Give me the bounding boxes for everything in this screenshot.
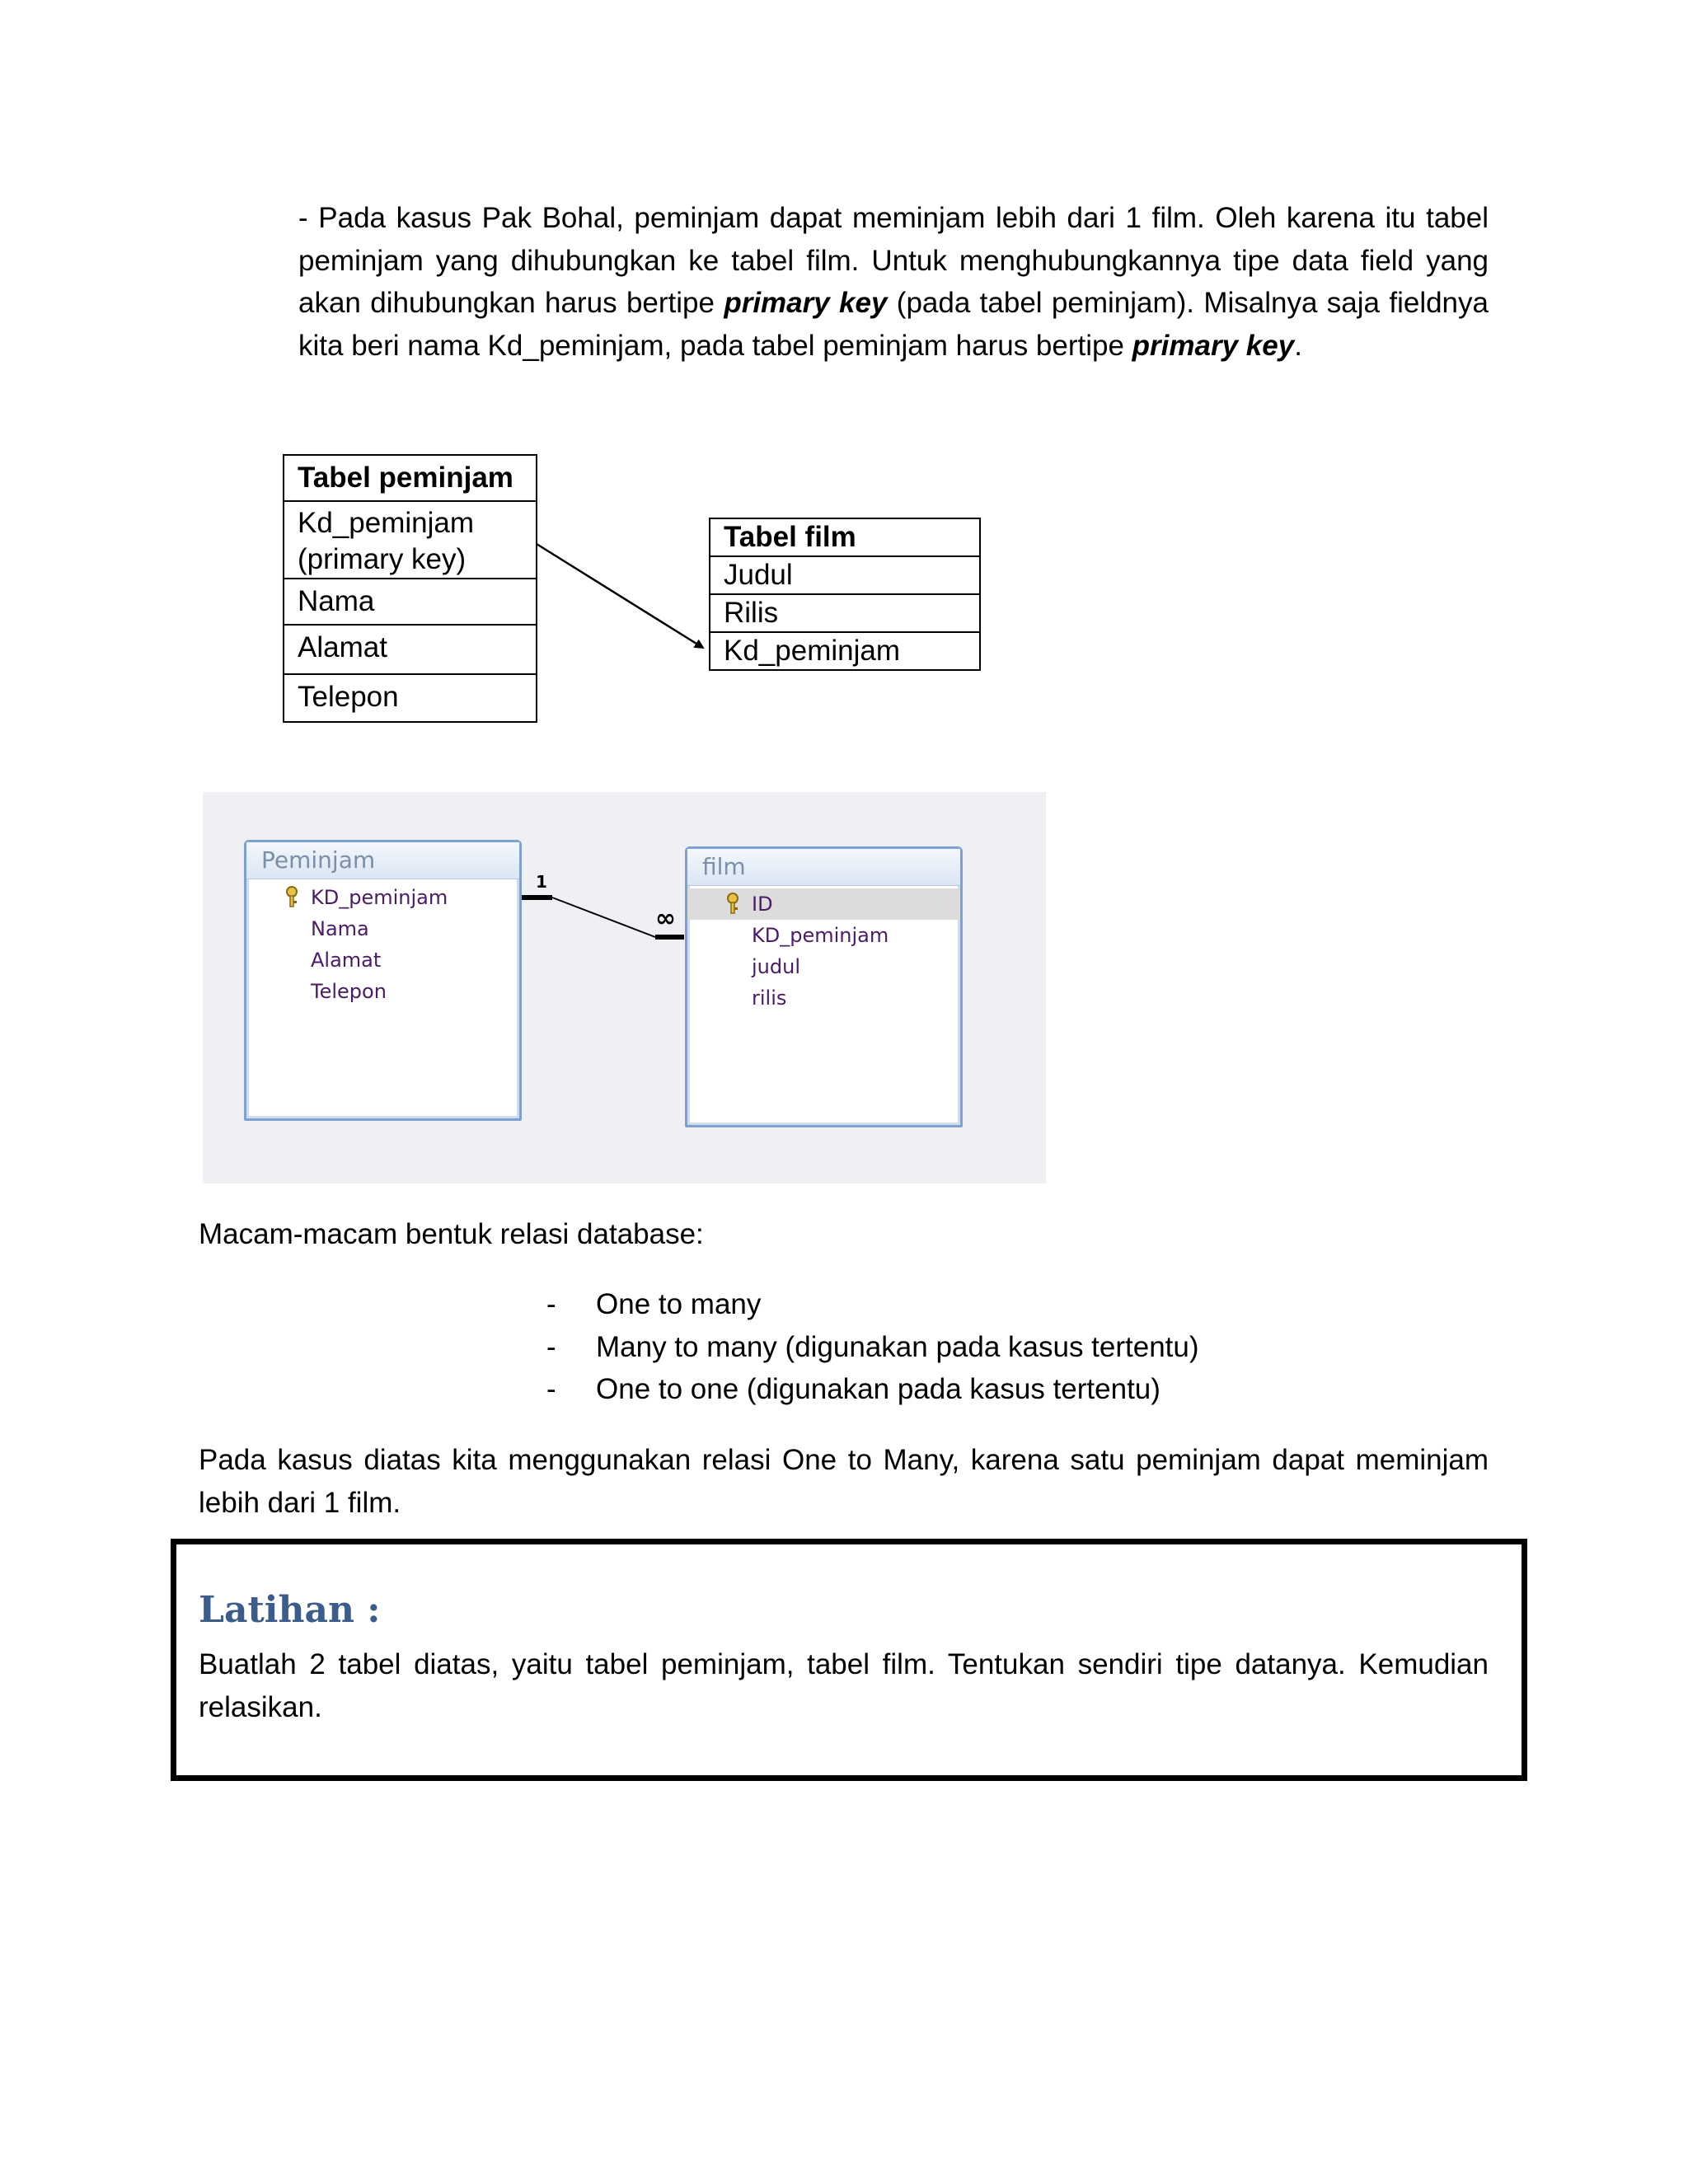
list-bullet: -	[546, 1288, 556, 1320]
intro-emphasis-2: primary key	[1132, 329, 1295, 362]
list-item	[540, 1326, 1199, 1369]
table-film-field: Kd_peminjam	[710, 632, 980, 670]
access-field-label: Alamat	[311, 949, 382, 972]
access-film-title[interactable]: film	[687, 849, 960, 886]
exercise-text: Buatlah 2 tabel diatas, yaitu tabel peminjam, tabel film. Tentukan sendiri tipe datanya. Kemudian relasikan.	[199, 1648, 1489, 1723]
list-item-text: One to many	[596, 1288, 762, 1320]
list-item	[540, 1283, 1199, 1326]
list-item-text: One to one (digunakan pada kasus tertentu)	[596, 1373, 1160, 1405]
many-cardinality-label: ∞	[655, 904, 676, 933]
exercise-title: Latihan :	[199, 1589, 381, 1631]
relations-heading: Macam-macam bentuk relasi database:	[199, 1218, 704, 1250]
access-field-label: KD_peminjam	[311, 886, 448, 909]
access-field-label: rilis	[752, 987, 787, 1010]
relations-list	[540, 1283, 1199, 1411]
table-peminjam-field: Kd_peminjam (primary key)	[284, 501, 537, 579]
table-film-field: Rilis	[710, 594, 980, 632]
table-peminjam-field: Telepon	[284, 674, 537, 722]
access-field-label: KD_peminjam	[752, 924, 889, 947]
list-item	[540, 1368, 1199, 1411]
intro-emphasis-1: primary key	[724, 287, 888, 319]
intro-text-2: (pada tabel peminjam). Misalnya saja fieldnya kita beri nama Kd_peminjam, pada tabel peminjam harus bertipe	[298, 287, 1489, 362]
table-film-title: Tabel film	[710, 518, 980, 556]
access-field-label: Telepon	[311, 980, 387, 1003]
list-bullet: -	[546, 1373, 556, 1405]
table-film-field: Judul	[710, 556, 980, 594]
access-field-label: ID	[752, 893, 773, 916]
summary-paragraph: Pada kasus diatas kita menggunakan relasi One to Many, karena satu peminjam dapat meminjam lebih dari 1 film.	[199, 1444, 1489, 1519]
access-field-label: judul	[752, 955, 800, 978]
one-cardinality-label: 1	[536, 872, 547, 892]
table-peminjam-title: Tabel peminjam	[284, 455, 537, 501]
table-peminjam-field: Nama	[284, 579, 537, 625]
intro-text-3: .	[1294, 329, 1302, 362]
list-item-text: Many to many (digunakan pada kasus tertentu)	[596, 1330, 1199, 1363]
access-peminjam-title[interactable]: Peminjam	[246, 842, 519, 879]
access-field-label: Nama	[311, 917, 369, 940]
table-peminjam-field: Alamat	[284, 625, 537, 674]
list-bullet: -	[546, 1330, 556, 1363]
intro-text-1: - Pada kasus Pak Bohal, peminjam dapat meminjam lebih dari 1 film. Oleh karena itu tabel peminjam yang dihubungkan ke tabel film. Untuk menghubungkannya tipe data field yang akan dihubungkan harus bertipe	[298, 202, 1489, 319]
